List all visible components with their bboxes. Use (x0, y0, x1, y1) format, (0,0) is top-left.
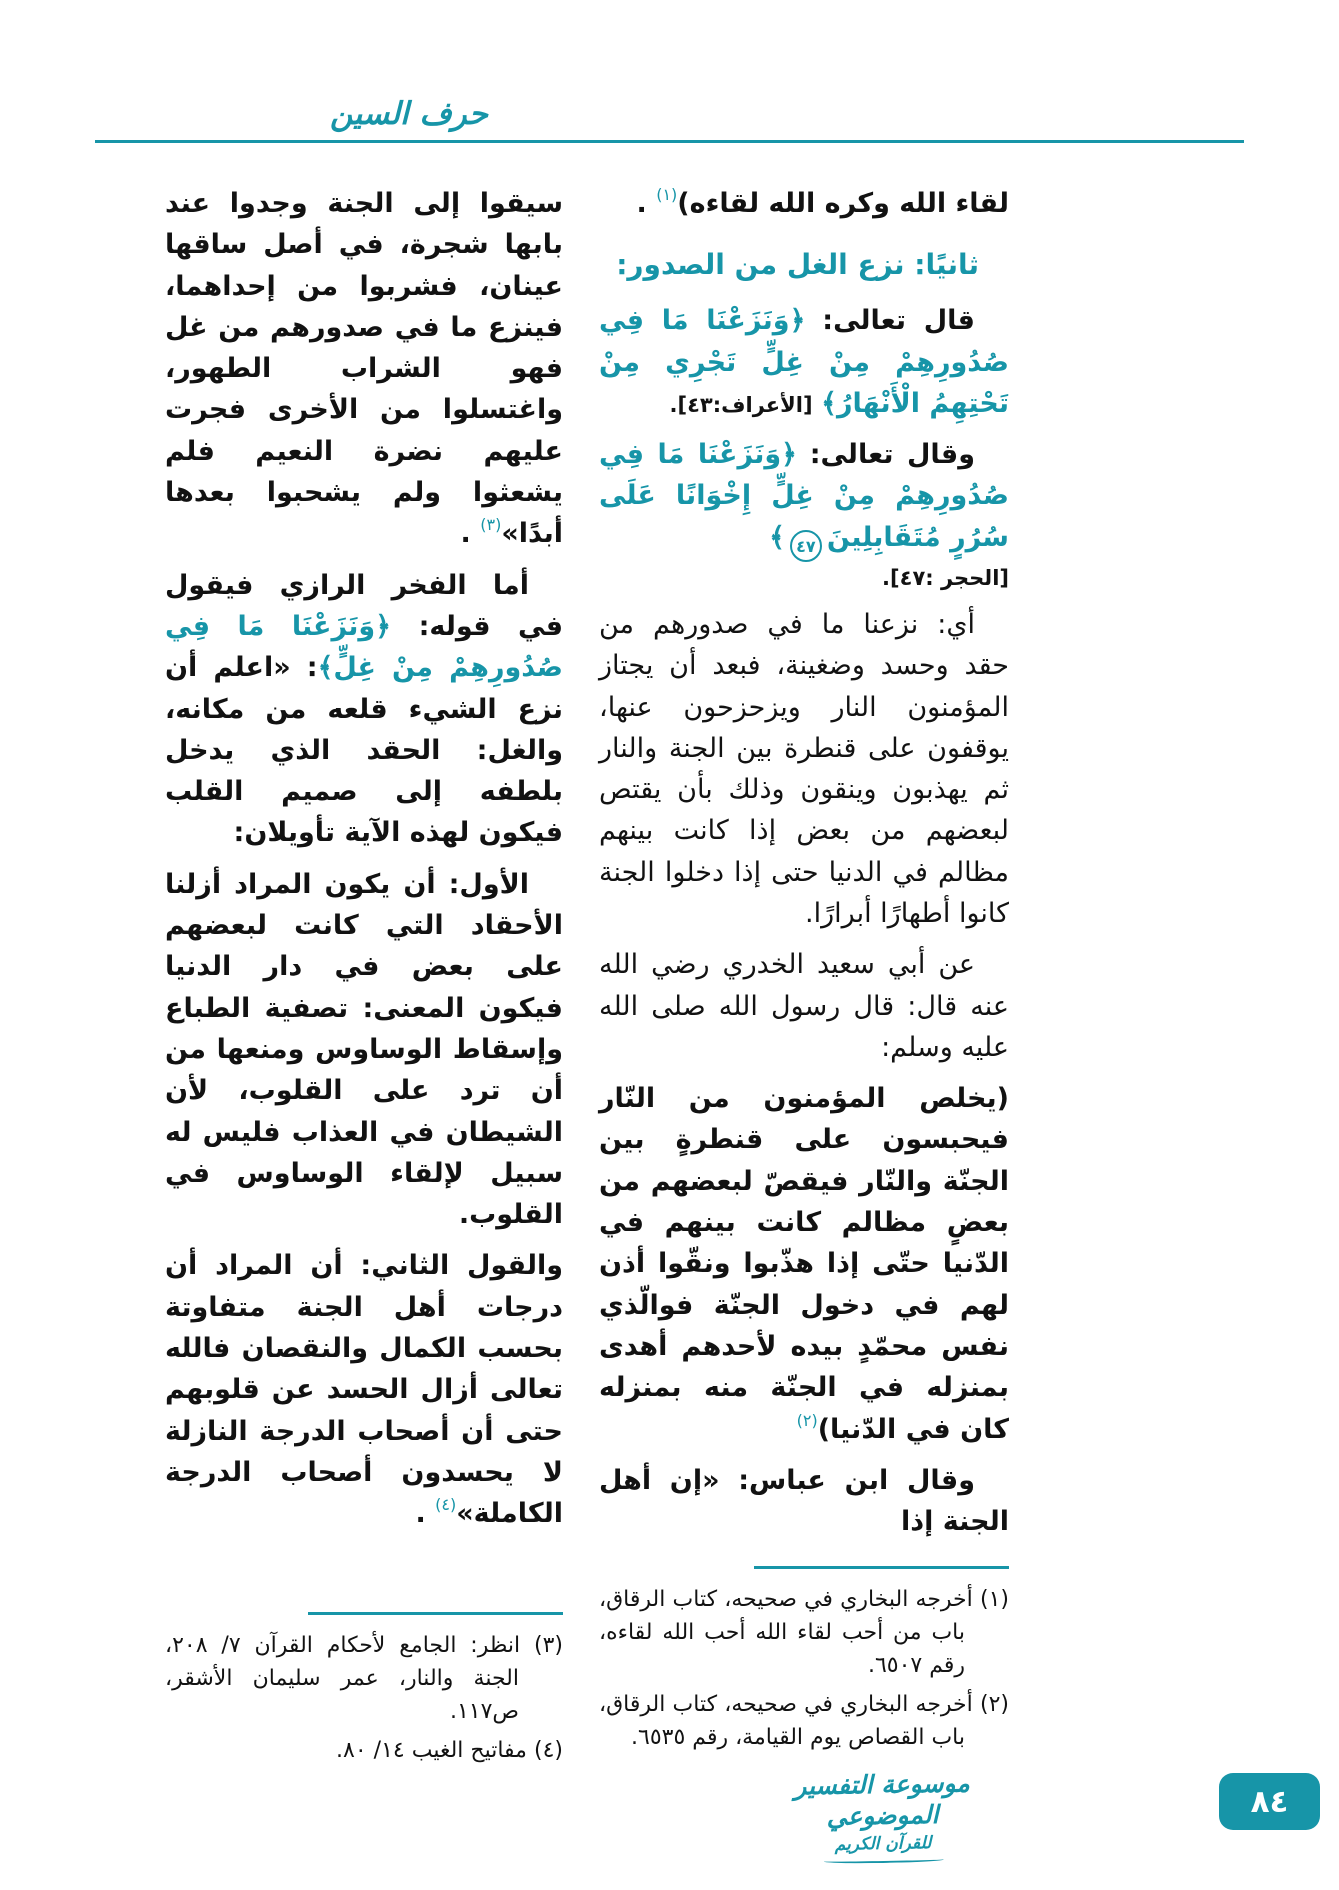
footnote-marker-2: (٢) (796, 1410, 818, 1430)
quran-verse-hijr-close: ﴾ (769, 521, 785, 553)
verse1-reference: [الأعراف:٤٣]. (669, 392, 813, 417)
chapter-title (330, 96, 1339, 132)
footnote-text: أخرجه البخاري في صحيحه، كتاب الرقاق، باب القصاص يوم القيامة، رقم ٦٥٣٥. (599, 1692, 973, 1751)
publisher-logo-flourish (823, 1856, 943, 1863)
footnotes-left (165, 1612, 563, 1773)
page-number-badge: ٨٤ (1219, 1773, 1320, 1830)
header-rule (95, 140, 1244, 143)
paragraph-hadith-text (599, 1078, 1009, 1450)
ayah-number-ornament: ٤٧ (790, 530, 822, 562)
hadith-tail-text: لقاء الله وكره الله لقاءه) (677, 188, 1009, 219)
footnote-marker-3: (٣) (480, 515, 502, 535)
paragraph-explanation: أي: نزعنا ما في صدورهم من حقد وحسد وضغينة، فبعد أن يجتاز المؤمنون النار ويزحزحون عنها، يوقفون على قنطرة بين الجنة والنار ثم يهذبون وينقون وذلك بأن يقتص لبعضهم من بعض إذا كانت بينهم مظالم في الدنيا حتى إذا دخلوا الجنة كانوا أطهارًا أبرارًا. (599, 608, 1009, 929)
second-interpretation-label: والقول الثاني: (360, 1250, 563, 1282)
publisher-logo-title: موسوعة التفسير الموضوعي (793, 1767, 970, 1831)
footnote-number: (٣) (533, 1633, 563, 1658)
footnotes-right (599, 1566, 1009, 1760)
publisher-logo-emblem (774, 1767, 991, 1864)
paragraph-first-interpretation (165, 864, 563, 1236)
content-columns (165, 183, 1009, 1773)
razi-intro: أما الفخر الرازي فيقول في قوله: (165, 569, 564, 642)
right-column (599, 183, 1009, 1773)
footnote-item (165, 1734, 563, 1767)
continuation-period: . (460, 518, 481, 550)
footnote-item (599, 1688, 1009, 1754)
razi-continuation: : «اعلم أن نزع الشيء قلعه من مكانه، والغل: الحقد الذي يدخل بلطفه إلى صميم القلب فيكون لهذه الآية تأويلان: (165, 652, 563, 849)
chapter-title-text: حرف السين (330, 96, 488, 132)
footnote-item (599, 1583, 1009, 1682)
verse2-label: وقال تعالى: (809, 439, 975, 471)
footnote-marker-1: (١) (656, 185, 678, 204)
footnote-item (165, 1629, 563, 1728)
paragraph-second-interpretation (165, 1245, 563, 1534)
first-interpretation-label: الأول: (448, 868, 529, 900)
second-interpretation-period: . (415, 1498, 436, 1530)
paragraph-hadith-tail (599, 183, 1009, 224)
paragraph-continuation (165, 183, 563, 555)
footnote-text: انظر: الجامع لأحكام القرآن ٧/ ٢٠٨، الجنة والنار، عمر سليمان الأشقر، ص١١٧. (165, 1633, 521, 1724)
verse1-label: قال تعالى: (822, 305, 975, 337)
second-interpretation-text: أن المراد أن درجات أهل الجنة متفاوتة بحسب الكمال والنقصان فالله تعالى أزال الحسد عن قلوبهم حتى أن أصحاب الدرجة النازلة لا يحسدون أصحاب الدرجة الكاملة» (165, 1250, 563, 1530)
footnote-text: أخرجه البخاري في صحيحه، كتاب الرقاق، باب من أحب لقاء الله أحب الله لقاءه، رقم ٦٥٠٧. (599, 1587, 973, 1679)
paragraph-razi (165, 565, 563, 854)
footnote-separator-left (308, 1612, 563, 1615)
paragraph-verse-hijr (599, 434, 1009, 594)
quran-verse-hijr: ﴿وَنَزَعْنَا مَا فِي صُدُورِهِمْ مِنْ غِلٍّ إِخْوَانًا عَلَى سُرُرٍ مُتَقَابِلِينَ (599, 439, 1009, 553)
page-header (0, 0, 1339, 143)
footnote-number: (١) (979, 1587, 1009, 1613)
section-heading: ثانيًا: نزع الغل من الصدور: (616, 248, 979, 282)
quran-verse-araf: ﴿وَنَزَعْنَا مَا فِي صُدُورِهِمْ مِنْ غِلٍّ تَجْرِي مِنْ تَحْتِهِمُ الْأَنْهَارُ﴾ (599, 305, 1009, 419)
hadith-text: (يخلص المؤمنون من النّار فيحبسون على قنطرةٍ بين الجنّة والنّار فيقصّ لبعضهم من بعضٍ مظالم كانت بينهم في الدّنيا حتّى إذا هذّبوا ونقّوا أذن لهم في دخول الجنّة فوالّذي نفس محمّدٍ بيده لأحدهم أهدى بمنزله في الجنّة منه بمنزله كان في الدّنيا) (599, 1083, 1009, 1445)
verse2-reference: [الحجر :٤٧]. (882, 565, 1009, 590)
paragraph-ibn-abbas: وقال ابن عباس: «إن أهل الجنة إذا (599, 1464, 1009, 1538)
footnote-marker-4: (٤) (435, 1495, 457, 1515)
hadith-tail-period: . (636, 188, 657, 219)
footnote-separator-right (754, 1566, 1009, 1569)
paragraph-verse-araf (599, 300, 1009, 424)
footnote-text: مفاتيح الغيب ١٤/ ٨٠. (336, 1738, 527, 1763)
left-column (165, 183, 563, 1773)
quran-verse-razi-quote: ﴿وَنَزَعْنَا مَا فِي صُدُورِهِمْ مِنْ غِلٍّ﴾ (165, 610, 563, 684)
footnote-number: (٤) (533, 1738, 563, 1763)
first-interpretation-text: أن يكون المراد أزلنا الأحقاد التي كانت لبعضهم على بعض في دار الدنيا فيكون المعنى: تصفية الطباع وإسقاط الوساوس ومنعها من أن ترد على القلوب، لأن الشيطان في العذاب فليس له سبيل لإلقاء الوساوس في القلوب. (165, 868, 563, 1231)
publisher-logo-subtitle: للقرآن الكريم (834, 1832, 932, 1854)
continuation-text: سيقوا إلى الجنة وجدوا عند بابها شجرة، في أصل ساقها عينان، فشربوا من إحداهما، فينزع ما في صدورهم من غل فهو الشراب الطهور، واغتسلوا من الأخرى فجرت عليهم نضرة النعيم فلم يشعثوا ولم يشحبوا بعدها أبدًا» (165, 188, 563, 550)
footnote-number: (٢) (979, 1692, 1009, 1718)
paragraph-hadith-isnad: عن أبي سعيد الخدري رضي الله عنه قال: قال رسول الله صلى الله عليه وسلم: (599, 949, 1009, 1063)
